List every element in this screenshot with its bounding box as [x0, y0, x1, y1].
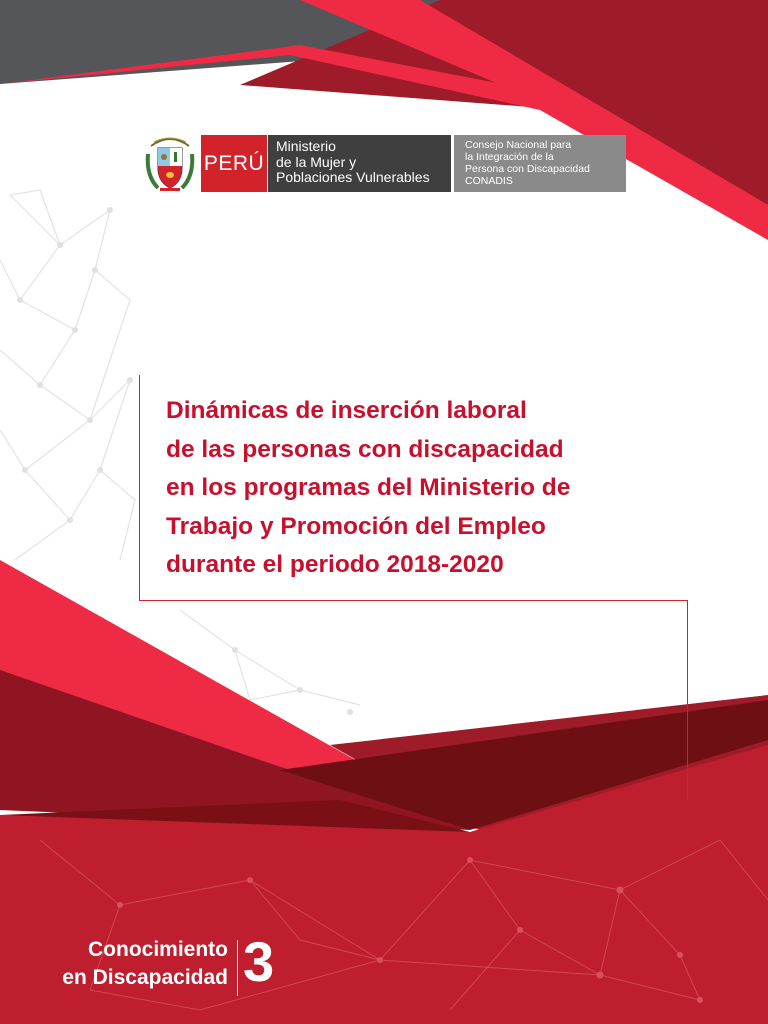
title-line: de las personas con discapacidad — [166, 435, 564, 463]
ministry-logo-box — [268, 135, 451, 192]
document-title — [166, 392, 686, 585]
series-line-1: Conocimiento — [88, 938, 228, 961]
title-line: Dinámicas de inserción laboral — [166, 397, 527, 424]
ministry-line: Poblaciones Vulnerables — [276, 169, 430, 185]
country-name: PERÚ — [203, 151, 265, 175]
title-frame-right — [687, 600, 688, 800]
title-line: durante el periodo 2018-2020 — [166, 551, 504, 578]
council-line: Persona con Discapacidad — [465, 163, 590, 175]
title-line: en los programas del Ministerio de — [166, 474, 571, 501]
council-line: la Integración de la — [465, 151, 554, 163]
title-frame-left — [139, 375, 140, 601]
ministry-line: de la Mujer y — [276, 153, 357, 170]
series-line-2: en Discapacidad — [62, 966, 228, 989]
series-name — [46, 936, 228, 992]
series-divider — [237, 940, 238, 996]
conadis-logo-box — [454, 135, 626, 192]
title-frame-bottom — [139, 600, 688, 601]
peru-logo-box — [201, 135, 267, 192]
ministry-line: Ministerio — [276, 138, 336, 154]
series-number: 3 — [243, 930, 275, 993]
council-line: CONADIS — [465, 175, 513, 187]
title-line: Trabajo y Promoción del Empleo — [166, 512, 546, 540]
council-line: Consejo Nacional para — [465, 139, 572, 151]
peru-coat-of-arms-icon — [148, 138, 193, 191]
